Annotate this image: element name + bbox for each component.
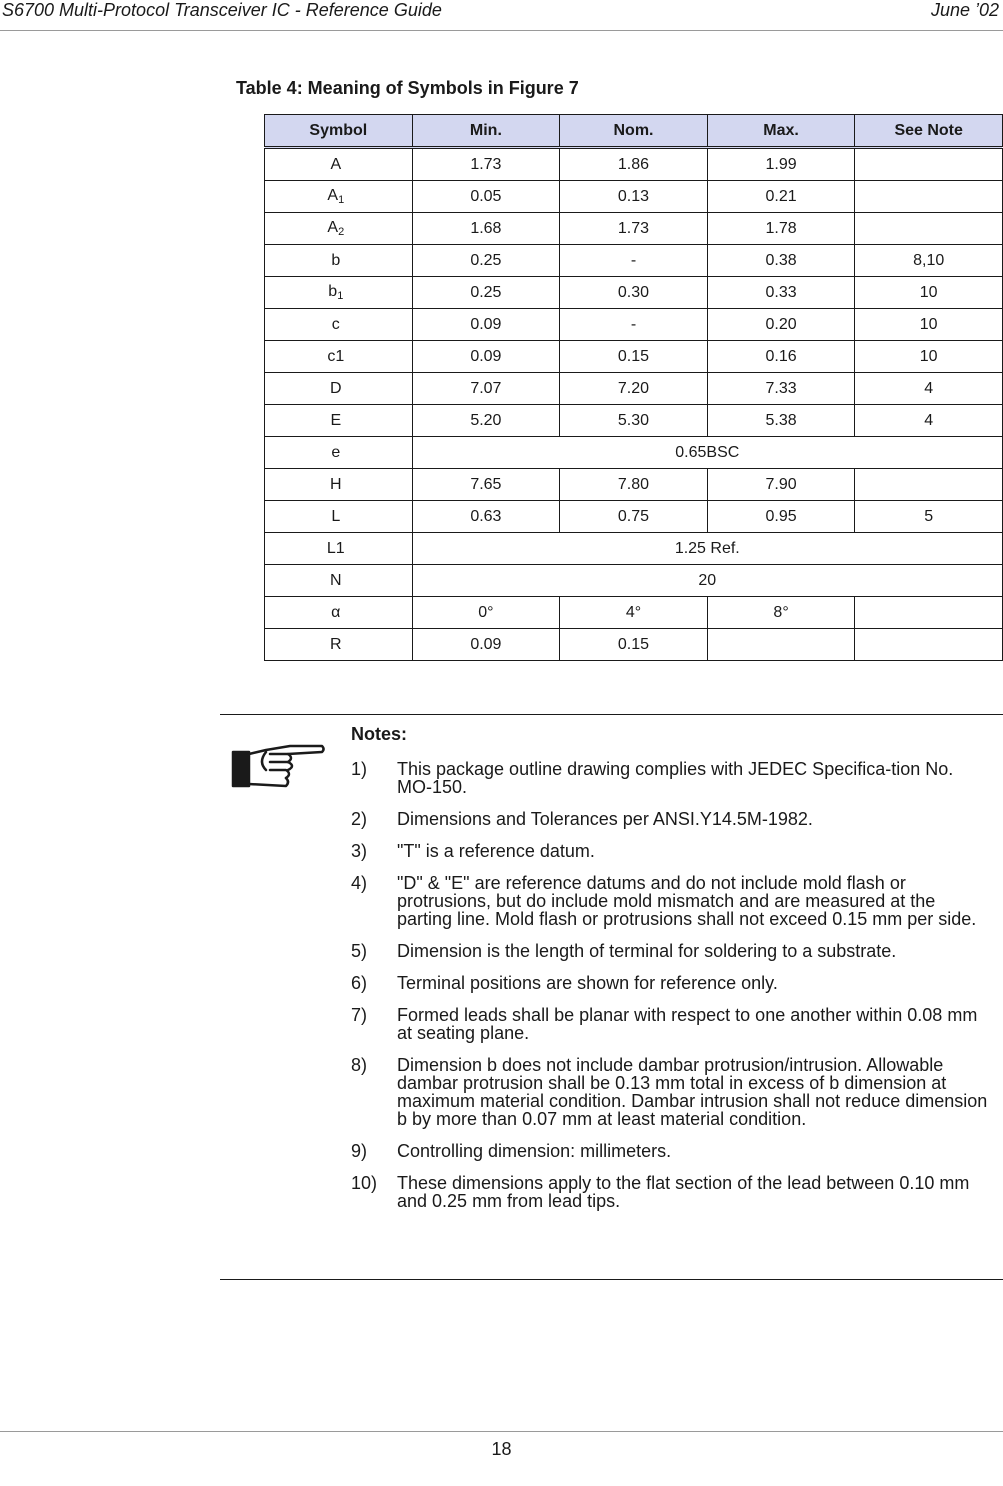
note-number: 10)	[351, 1173, 378, 1193]
cell-min: 7.65	[412, 469, 560, 501]
notes-bottom-rule	[220, 1279, 1003, 1280]
note-text: Formed leads shall be planar with respect to one another within 0.08 mm at seating plane.	[397, 1005, 978, 1043]
symbols-table	[264, 114, 1003, 661]
cell-min: 0.09	[412, 629, 560, 661]
column-header-min: Min.	[412, 115, 560, 148]
table-row	[265, 405, 1003, 437]
note-item	[351, 974, 991, 992]
cell-symbol	[265, 629, 413, 661]
cell-symbol	[265, 309, 413, 341]
note-item	[351, 1142, 991, 1160]
table-row	[265, 501, 1003, 533]
note-text: This package outline drawing complies with JEDEC Specifica-tion No. MO-150.	[397, 759, 954, 797]
cell-symbol	[265, 245, 413, 277]
cell-max	[707, 629, 855, 661]
cell-min: 0.25	[412, 245, 560, 277]
cell-max: 1.78	[707, 213, 855, 245]
cell-nom: 0.13	[560, 181, 708, 213]
cell-note	[855, 213, 1003, 245]
symbol-text: b	[328, 283, 338, 300]
symbol-subscript: 1	[337, 290, 344, 302]
cell-nom: 0.75	[560, 501, 708, 533]
cell-nom: 5.30	[560, 405, 708, 437]
cell-symbol	[265, 341, 413, 373]
cell-min: 0.09	[412, 341, 560, 373]
cell-symbol	[265, 277, 413, 309]
table-row	[265, 629, 1003, 661]
cell-max: 7.33	[707, 373, 855, 405]
table-header-row	[265, 115, 1003, 148]
note-text: Terminal positions are shown for reference only.	[397, 973, 778, 993]
symbol-text: A	[327, 187, 339, 204]
notes-title: Notes:	[351, 724, 408, 744]
cell-nom: -	[560, 245, 708, 277]
column-header-max: Max.	[707, 115, 855, 148]
symbol-text: R	[330, 635, 342, 653]
cell-symbol	[265, 469, 413, 501]
cell-min: 0.25	[412, 277, 560, 309]
page-number: 18	[491, 1439, 512, 1459]
note-item	[351, 842, 991, 860]
cell-min: 0.63	[412, 501, 560, 533]
note-number: 1)	[351, 759, 368, 779]
cell-max: 0.33	[707, 277, 855, 309]
note-number: 7)	[351, 1005, 368, 1025]
cell-note: 8,10	[855, 245, 1003, 277]
symbol-text: e	[331, 443, 341, 461]
column-header-symbol: Symbol	[265, 115, 413, 148]
cell-symbol	[265, 533, 413, 565]
cell-symbol	[265, 437, 413, 469]
note-number: 9)	[351, 1141, 368, 1161]
table-row	[265, 597, 1003, 629]
cell-symbol	[265, 181, 413, 213]
note-item	[351, 1006, 991, 1042]
note-text: Controlling dimension: millimeters.	[397, 1141, 672, 1161]
cell-symbol	[265, 565, 413, 597]
running-header-date: June ’02	[930, 0, 999, 20]
table-row	[265, 309, 1003, 341]
symbol-text: L1	[326, 539, 345, 557]
symbol-text: α	[331, 603, 341, 621]
cell-note	[855, 181, 1003, 213]
column-header-see-note: See Note	[855, 115, 1003, 148]
table-row	[265, 341, 1003, 373]
note-number: 4)	[351, 873, 368, 893]
header-divider	[0, 30, 1003, 31]
cell-note: 4	[855, 405, 1003, 437]
notes-top-rule	[220, 714, 1003, 715]
cell-max: 5.38	[707, 405, 855, 437]
cell-nom: 0.15	[560, 341, 708, 373]
cell-nom: 1.73	[560, 213, 708, 245]
cell-note	[855, 148, 1003, 181]
cell-min: 0°	[412, 597, 560, 629]
cell-max: 0.38	[707, 245, 855, 277]
note-number: 6)	[351, 973, 368, 993]
note-item	[351, 874, 991, 928]
running-header-title: S6700 Multi-Protocol Transceiver IC - Reference Guide	[2, 0, 442, 20]
table-row	[265, 245, 1003, 277]
cell-note	[855, 469, 1003, 501]
cell-symbol	[265, 373, 413, 405]
cell-min: 5.20	[412, 405, 560, 437]
cell-max: 7.90	[707, 469, 855, 501]
cell-max: 0.95	[707, 501, 855, 533]
cell-note: 10	[855, 277, 1003, 309]
cell-max: 1.99	[707, 148, 855, 181]
symbol-text: L	[331, 507, 341, 525]
note-number: 2)	[351, 809, 368, 829]
cell-max: 0.20	[707, 309, 855, 341]
symbol-text: c	[331, 315, 340, 333]
note-item	[351, 810, 991, 828]
symbol-text: E	[330, 411, 342, 429]
cell-min: 1.73	[412, 148, 560, 181]
cell-spanned-value: 1.25 Ref.	[412, 533, 1002, 565]
symbol-subscript: 2	[338, 226, 345, 238]
table-row	[265, 213, 1003, 245]
table-row	[265, 469, 1003, 501]
table-row	[265, 373, 1003, 405]
footer-divider	[0, 1431, 1003, 1432]
table-row	[265, 148, 1003, 181]
cell-nom: 0.30	[560, 277, 708, 309]
table-row	[265, 565, 1003, 597]
note-text: "T" is a reference datum.	[397, 841, 595, 861]
cell-nom: 0.15	[560, 629, 708, 661]
note-item	[351, 1174, 991, 1210]
cell-min: 1.68	[412, 213, 560, 245]
cell-max: 0.21	[707, 181, 855, 213]
note-item	[351, 1056, 991, 1128]
cell-spanned-value: 20	[412, 565, 1002, 597]
cell-note: 5	[855, 501, 1003, 533]
cell-min: 7.07	[412, 373, 560, 405]
note-number: 5)	[351, 941, 368, 961]
cell-note	[855, 597, 1003, 629]
cell-min: 0.09	[412, 309, 560, 341]
cell-nom: 4°	[560, 597, 708, 629]
table-row	[265, 437, 1003, 469]
cell-nom: 7.80	[560, 469, 708, 501]
cell-max: 8°	[707, 597, 855, 629]
note-number: 3)	[351, 841, 368, 861]
cell-symbol	[265, 501, 413, 533]
note-number: 8)	[351, 1055, 368, 1075]
symbol-text: c1	[327, 347, 345, 365]
table-row	[265, 277, 1003, 309]
cell-note: 4	[855, 373, 1003, 405]
symbol-subscript: 1	[338, 194, 345, 206]
note-text: Dimension is the length of terminal for soldering to a substrate.	[397, 941, 897, 961]
pointing-hand-icon	[230, 740, 326, 790]
column-header-nom: Nom.	[560, 115, 708, 148]
cell-nom: 1.86	[560, 148, 708, 181]
table-row	[265, 181, 1003, 213]
note-text: Dimension b does not include dambar protrusion/intrusion. Allowable dambar protrusion shall be 0.13 mm total in excess of b dimension at maximum material condition. Dambar intrusion shall not reduce dimension b by more than 0.07 mm at least material condition.	[397, 1055, 988, 1129]
cell-nom: 7.20	[560, 373, 708, 405]
symbol-text: b	[331, 251, 341, 269]
symbol-text: H	[330, 475, 342, 493]
symbol-text: D	[330, 379, 342, 397]
table-row	[265, 533, 1003, 565]
cell-symbol	[265, 148, 413, 181]
note-item	[351, 760, 991, 796]
cell-symbol	[265, 597, 413, 629]
symbol-text: A	[330, 155, 342, 173]
symbol-text: N	[330, 571, 342, 589]
cell-nom: -	[560, 309, 708, 341]
notes-list	[351, 760, 991, 1224]
cell-symbol	[265, 213, 413, 245]
symbol-text: A	[327, 219, 339, 236]
table-title: Table 4: Meaning of Symbols in Figure 7	[236, 78, 579, 98]
cell-max: 0.16	[707, 341, 855, 373]
note-item	[351, 942, 991, 960]
cell-spanned-value: 0.65BSC	[412, 437, 1002, 469]
cell-min: 0.05	[412, 181, 560, 213]
cell-note	[855, 629, 1003, 661]
note-text: "D" & "E" are reference datums and do not include mold flash or protrusions, but do include mold mismatch and are measured at the parting line. Mold flash or protrusions shall not exceed 0.15 mm per side.	[397, 873, 977, 929]
note-text: Dimensions and Tolerances per ANSI.Y14.5M-1982.	[397, 809, 813, 829]
cell-note: 10	[855, 341, 1003, 373]
cell-symbol	[265, 405, 413, 437]
note-text: These dimensions apply to the flat section of the lead between 0.10 mm and 0.25 mm from lead tips.	[397, 1173, 970, 1211]
cell-note: 10	[855, 309, 1003, 341]
